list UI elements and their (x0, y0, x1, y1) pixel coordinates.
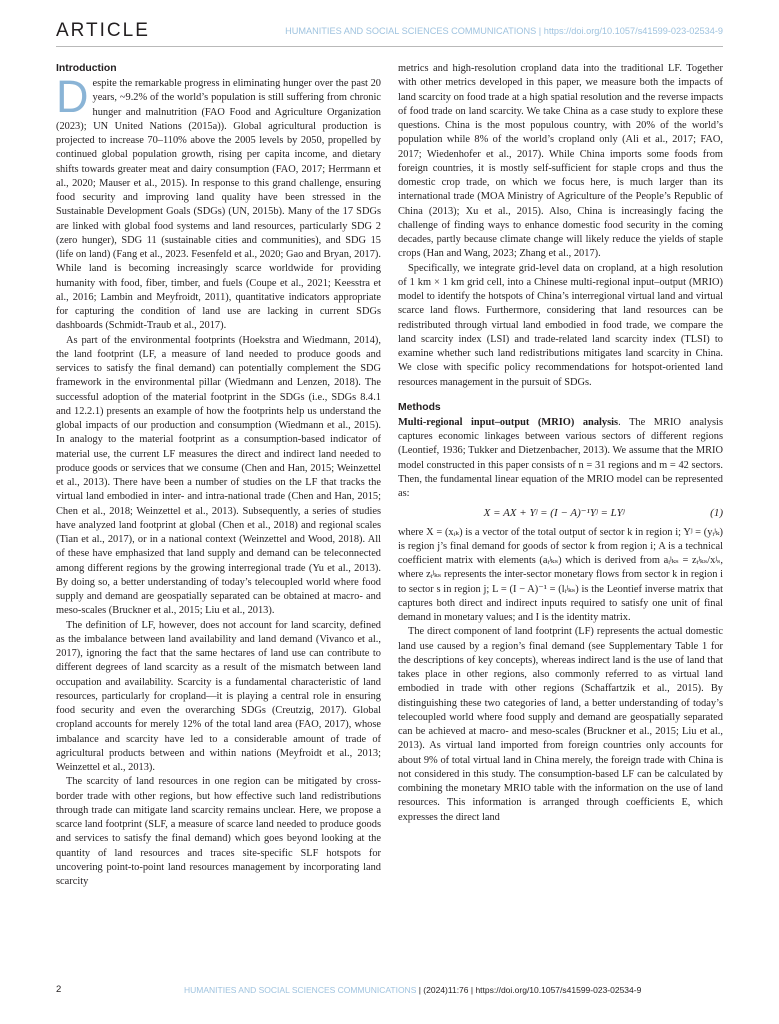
page-header (56, 20, 723, 44)
footer-citation (184, 985, 641, 995)
introduction-heading: Introduction (56, 63, 117, 74)
methods-heading: Methods (398, 401, 441, 413)
intro-paragraph-2: As part of the environmental footprints (Hoekstra and Wiedmann, 2014), the land footprint (LF, a measure of land needed to produce goods and services to satisfy the final demand) can potentially complement the SDG framework in the environmental pillar (Wiedmann and Lenzen, 2018). The successful adoption of the material footprint in the SDGs (i.e., SDGs 8.4.1 and 12.2.1) presents an example of how the footprints help us understand the global impacts of our production and consumption (Wiedmann et al., 2015). In analogy to the material footprint as a consumption-based indicator of material use, the current LF measures the direct and indirect land needed to produce goods or services that we consume (Chen and Han, 2015; Weinzettel et al., 2013). There have been a number of studies on the LF that tracks the virtual land embodied in inter- and intra-national trade (Chen and Han, 2015; Chen et al., 2018; Weinzettel et al., 2013). Subsequently, a series of studies have analyzed land footprint at global (Chen et al., 2018) and regional scales (Tian et al., 2017), or in a national context (Weinzettel and Wood, 2018). All of these have emphasized that land supply and demand can be teleconnected among different regions by the growing interregional trade (Yu et al., 2013). By doing so, a better understanding of today’s telecoupled world where food supply and demand are geospatially separated can be obtained at macro- and meso-scales (Bruckner et al., 2015; Liu et al., 2013). (56, 334, 381, 617)
intro-paragraph-4: The scarcity of land resources in one region can be mitigated by cross-border trade with other regions, but how effective such land redistributions through trade can mitigate land scarcity remains unclear. Here, we propose a scarce land footprint (SLF, a measure of scarce land needed to produce goods and services to satisfy the final demand) which goes beyond looking at the quantity of land resources and traces site-specific SLF hotspots for uncovering point-to-point land resources management by incorporating land scarcity (56, 776, 381, 887)
footer-doi[interactable]: | (2024)11:76 | https://doi.org/10.1057/s41599-023-02534-9 (416, 985, 642, 995)
equation-1 (398, 506, 723, 520)
intro-paragraph-1 (56, 71, 381, 334)
intro-paragraph-6: Specifically, we integrate grid-level data on cropland, at a high resolution of 1 km × 1 km grid cell, into a Chinese multi-regional input–output (MRIO) model to identify the hotspots of China’s interregional virtual land and virtual scarce land flows. Furthermore, considering that land resources can be redistributed through virtual land embodied in food trade, we compare the land scarcity index (LSI) and trade-related land scarcity index (TLSI) to examine whether such land redistributions mitigates land scarcity in China. We close with specific policy recommendations for hotspot-oriented land resources management in the pursuit of SDGs. (398, 262, 723, 388)
header-divider (56, 46, 723, 47)
right-column (398, 62, 723, 825)
methods-paragraph-1-text: . The MRIO analysis captures economic linkages between various sectors of different regions (Leontief, 1936; Tukker and Dietzenbacher, 2013). We assume that the MRIO model constructed in this paper consists of n = 31 regions and m = 42 sectors. Then, the fundamental linear equation of the MRIO model can be represented as: (398, 416, 723, 499)
article-label: ARTICLE (56, 20, 150, 41)
equation-body: X = AX + Yʲ = (I − A)⁻¹Yʲ = LYʲ (483, 507, 625, 520)
methods-paragraph-3: The direct component of land footprint (LF) represents the actual domestic land use caused by a region’s final demand (see Supplementary Table 1 for the descriptions of key concepts), whereas indirect land is the use of land that takes place in other regions, also commonly referred to as virtual land embodied in trade with other regions (Schaffartzik et al., 2015). By distinguishing these two categories of land, a better understanding of today’s telecoupled world where food supply and demand are geospatially separated can be achieved at macro- and meso-scales (Bruckner et al., 2015; Liu et al., 2013). As virtual land imported from foreign countries only accounts for about 9% of total virtual land in China merely, the foreign trade with China is not considered in this study. The consumption-based LF can be calculated by combining the monetary MRIO table with the information on the use of land resources. This information is arranged through coefficients E, which expresses the direct land (398, 626, 723, 823)
journal-header-link[interactable]: HUMANITIES AND SOCIAL SCIENCES COMMUNICATIONS | https://doi.org/10.1057/s41599-023-02534-9 (285, 26, 723, 36)
intro-paragraph-3: The definition of LF, however, does not account for land scarcity, defined as the imbalance between land availability and land demand (Vivanco et al., 2017), ignoring the fact that the same hectares of land use can contribute to different degrees of land scarcity as a result of the mismatch between land occupation and availability. Scarcity is a fundamental characteristic of land resources, particularly for cropland—it is playing a central role in ensuring food security and even the overarching SDGs (Creutzig, 2017). Global cropland accounts for merely 12% of the total land area (FAO, 2017), whose imbalance and scarcity have led to a considerable amount of trade of agricultural products between and within nations (Meyfroidt et al., 2013; Weinzettel et al., 2013). (56, 619, 381, 773)
drop-cap: D (56, 71, 89, 122)
left-column (56, 62, 381, 889)
intro-paragraph-1-text: espite the remarkable progress in eliminating hunger over the past 20 years, ~9.2% of the world’s population is still suffering from chronic hunger and malnutrition (FAO Food and Agriculture Organization (2023); UN United Nations (2015a)). Global agricultural production is projected to increase 70–110% above the 2005 levels by 2050, propelled by continued global population growth, rising per capita income, and dietary shifts towards greater meat and dairy consumption (FAO, 2017; Herrmann et al., 2020; Mauser et al., 2015). In response to this grand challenge, ensuring food security and improving land quality have been stressed in the Sustainable Development Goals (SDGs) (UN, 2015b). Many of the 17 SDGs are linked with global food systems and land resources, particularly SDG 2 (zero hunger), SDG 11 (sustainable cities and communities), and SDG 15 (life on land) (Fang et al., 2023. Fesenfeld et al., 2020; Gao and Bryan, 2017). While land is becoming increasingly scarce worldwide for providing humanity with food, fiber, timber, and fuels (Coupe et al., 2021; Keesstra et al., 2016; Lambin and Meyfroidt, 2011), quantitative indicators appropriate for capturing the condition of land use are lacking in current SDGs dashboards (Schmidt-Traub et al., 2017). (56, 78, 381, 332)
page-number: 2 (56, 984, 62, 995)
footer-journal: HUMANITIES AND SOCIAL SCIENCES COMMUNICATIONS (184, 985, 417, 995)
equation-number: (1) (710, 507, 723, 520)
methods-paragraph-2: where X = (xᵢₖ) is a vector of the total output of sector k in region i; Yʲ = (yᵢʲₖ) is region j’s final demand for goods of sector k from region i; A is a technical coefficient matrix with elements (aᵢʲₖₛ) which is derived from aᵢʲₖₛ = zᵢʲₖₛ/xʲₛ, where zᵢʲₖₛ represents the inter-sector monetary flows from sector k in region i to sector s in region j; L = (I − A)⁻¹ = (lᵢʲₖₛ) is the Leontief inverse matrix that captures both direct and indirect inputs required to satisfy one unit of final demand in monetary values; and I is the identity matrix. (398, 526, 723, 623)
page-footer (56, 984, 723, 1000)
methods-paragraph-1 (398, 416, 723, 502)
mrio-subheading: Multi-regional input–output (MRIO) analysis (398, 416, 619, 428)
intro-paragraph-5: metrics and high-resolution cropland data into the traditional LF. Together with other metrics developed in this paper, we measure both the impacts of land scarcity on food trade at a high spatial resolution and the reverse impacts of food trade on land scarcity. We take China as a case study to explore these questions. China is the most populous country, with 20% of the world’s population while 8% of the world’s cropland only (Ali et al., 2017; FAO, 2017; Wiedenhofer et al., 2017). While China imports some foods from foreign countries, it is mostly self-sufficient for staple crops and thus the domestic crop trade, on which we focus here, is much larger than its international trade (MOA Ministry of Agriculture of the People’s Republic of China (2013); Xu et al., 2015). Also, China is increasingly facing the challenge of finding ways to enhance domestic food security in the coming decades, partly because climate change will likely reduce the yields of staple crops (Han and Wang, 2023; Zhang et al., 2017). (398, 63, 723, 260)
